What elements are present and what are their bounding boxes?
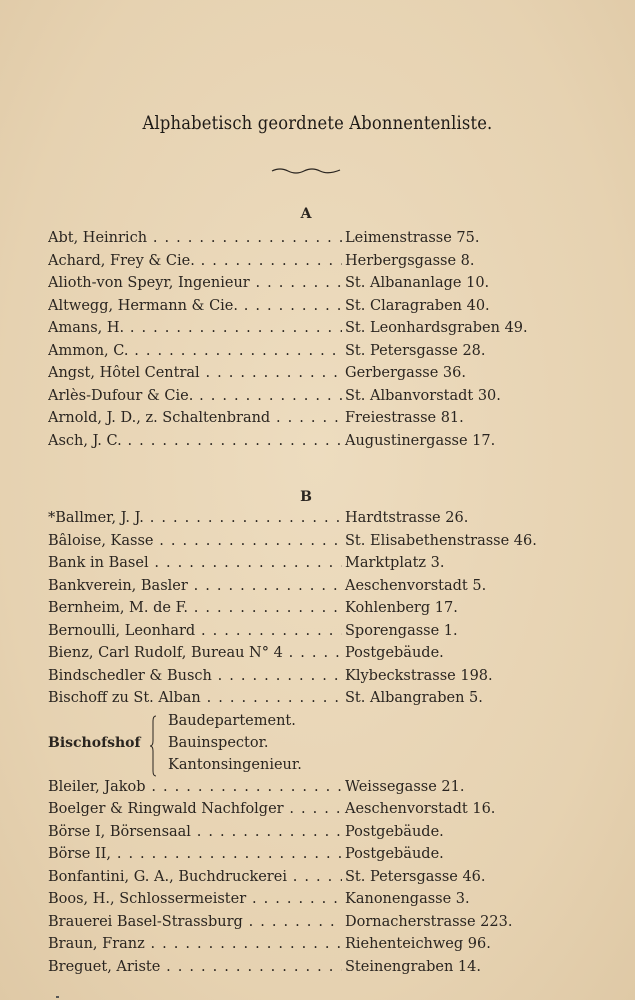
entry-name: Bernoulli, Leonhard . . . <box>48 623 342 639</box>
list-item <box>48 298 618 321</box>
entry-name: Börse II, . . . <box>48 846 342 862</box>
entry-name: Amans, H. . . . <box>48 320 342 336</box>
list-item <box>48 433 618 456</box>
list-item <box>48 555 618 578</box>
entry-address: Gerbergasse 36. <box>345 365 466 381</box>
list-item <box>48 510 618 533</box>
list-item <box>48 936 618 959</box>
entry-name: Braun, Franz . . . <box>48 936 342 952</box>
entry-name: Arlès-Dufour & Cie. . . . <box>48 388 342 404</box>
entry-name: Bernheim, M. de F. . . . <box>48 600 342 616</box>
list-item <box>48 801 618 824</box>
entry-address: Kohlenberg 17. <box>345 600 458 616</box>
entry-address: Postgebäude. <box>345 846 444 862</box>
entry-name: Bienz, Carl Rudolf, Bureau N° 4 . . . <box>48 645 342 661</box>
entry-address: Weissegasse 21. <box>345 778 465 795</box>
entry-list-b <box>48 510 618 981</box>
list-item <box>48 600 618 623</box>
entry-address: Marktplatz 3. <box>345 555 445 571</box>
entry-name: Alioth-von Speyr, Ingenieur . . . <box>48 275 342 291</box>
list-item <box>48 779 618 802</box>
entry-name: Altwegg, Hermann & Cie. . . . <box>48 298 342 314</box>
entry-name: Börse I, Börsensaal . . . <box>48 824 342 840</box>
curly-brace-icon <box>149 715 159 777</box>
entry-name: Arnold, J. D., z. Schaltenbrand . . . <box>48 410 342 426</box>
entry-name: Achard, Frey & Cie. . . . <box>48 253 342 269</box>
group-departments <box>168 713 302 779</box>
entry-address: Augustinergasse 17. <box>345 432 496 449</box>
entry-list-a <box>48 230 618 455</box>
entry-name: Brauerei Basel-Strassburg . . . <box>48 914 342 930</box>
entry-name: Breguet, Ariste . . . <box>48 959 342 975</box>
page-title: Alphabetisch geordnete Abonnentenliste. <box>142 112 493 134</box>
entry-name: Boelger & Ringwald Nachfolger . . . <box>48 801 342 817</box>
entry-address: Dornacherstrasse 223. <box>345 913 513 930</box>
entry-name: Bâloise, Kasse . . . <box>48 533 342 549</box>
entry-name: Bonfantini, G. A., Buchdruckerei . . . <box>48 869 342 885</box>
entry-address: Postgebäude. <box>345 823 444 840</box>
entry-address: St. Albanvorstadt 30. <box>345 387 501 404</box>
entry-name: Abt, Heinrich . . . <box>48 230 342 246</box>
entry-address: Sporengasse 1. <box>345 622 458 639</box>
entry-name: Asch, J. C. . . . <box>48 433 342 449</box>
entry-address: St. Claragraben 40. <box>345 297 490 314</box>
entry-name: Bischoff zu St. Alban . . . <box>48 690 342 706</box>
list-item <box>48 891 618 914</box>
bischofshof-group <box>48 713 618 779</box>
entry-name: *Ballmer, J. J. . . . <box>48 510 342 526</box>
entry-address: Herbergsgasse 8. <box>345 252 475 269</box>
entry-name: Angst, Hôtel Central . . . <box>48 365 342 381</box>
entry-name: Bank in Basel . . . <box>48 555 342 571</box>
entry-address: Postgebäude. <box>345 645 444 661</box>
list-item <box>48 578 618 601</box>
entry-address: Klybeckstrasse 198. <box>345 667 493 684</box>
list-item <box>48 690 618 713</box>
section-letter-b: B <box>300 489 312 505</box>
list-item <box>48 959 618 982</box>
entry-address: Aeschenvorstadt 5. <box>345 577 487 594</box>
ink-speck <box>56 996 59 998</box>
entry-address: Steinengraben 14. <box>345 958 481 975</box>
entry-name: Boos, H., Schlossermeister . . . <box>48 891 342 907</box>
department-line: Bauinspector. <box>168 734 269 751</box>
entry-address: Hardtstrasse 26. <box>345 510 469 526</box>
list-item <box>48 645 618 668</box>
entry-name: Bleiler, Jakob . . . <box>48 779 342 795</box>
entry-name: Ammon, C. . . . <box>48 343 342 359</box>
list-item <box>48 824 618 847</box>
list-item <box>48 410 618 433</box>
entry-address: Leimenstrasse 75. <box>345 230 480 246</box>
entry-address: Aeschenvorstadt 16. <box>345 801 496 817</box>
entry-address: Kanonengasse 3. <box>345 891 470 907</box>
entry-address: St. Petersgasse 46. <box>345 868 486 885</box>
list-item <box>48 320 618 343</box>
list-item <box>48 365 618 388</box>
flourish-divider <box>270 164 342 176</box>
list-item <box>48 623 618 646</box>
list-item <box>48 253 618 276</box>
entry-address: Riehenteichweg 96. <box>345 936 491 952</box>
list-item <box>48 668 618 691</box>
entry-name: Bankverein, Basler . . . <box>48 578 342 594</box>
list-item <box>48 388 618 411</box>
list-item <box>48 869 618 892</box>
department-line: Baudepartement. <box>168 712 296 729</box>
entry-address: St. Elisabethenstrasse 46. <box>345 532 537 549</box>
entry-address: Freiestrasse 81. <box>345 410 464 426</box>
entry-name: Bindschedler & Busch . . . <box>48 668 342 684</box>
list-item <box>48 533 618 556</box>
list-item <box>48 230 618 253</box>
group-name: Bischofshof <box>48 734 141 751</box>
list-item <box>48 275 618 298</box>
list-item <box>48 914 618 937</box>
department-line: Kantonsingenieur. <box>168 756 302 773</box>
entry-address: St. Leonhardsgraben 49. <box>345 320 528 336</box>
list-item <box>48 846 618 869</box>
section-letter-a: A <box>300 206 312 222</box>
list-item <box>48 343 618 366</box>
entry-address: St. Albananlage 10. <box>345 275 490 291</box>
entry-address: St. Albangraben 5. <box>345 690 483 706</box>
entry-address: St. Petersgasse 28. <box>345 342 486 359</box>
